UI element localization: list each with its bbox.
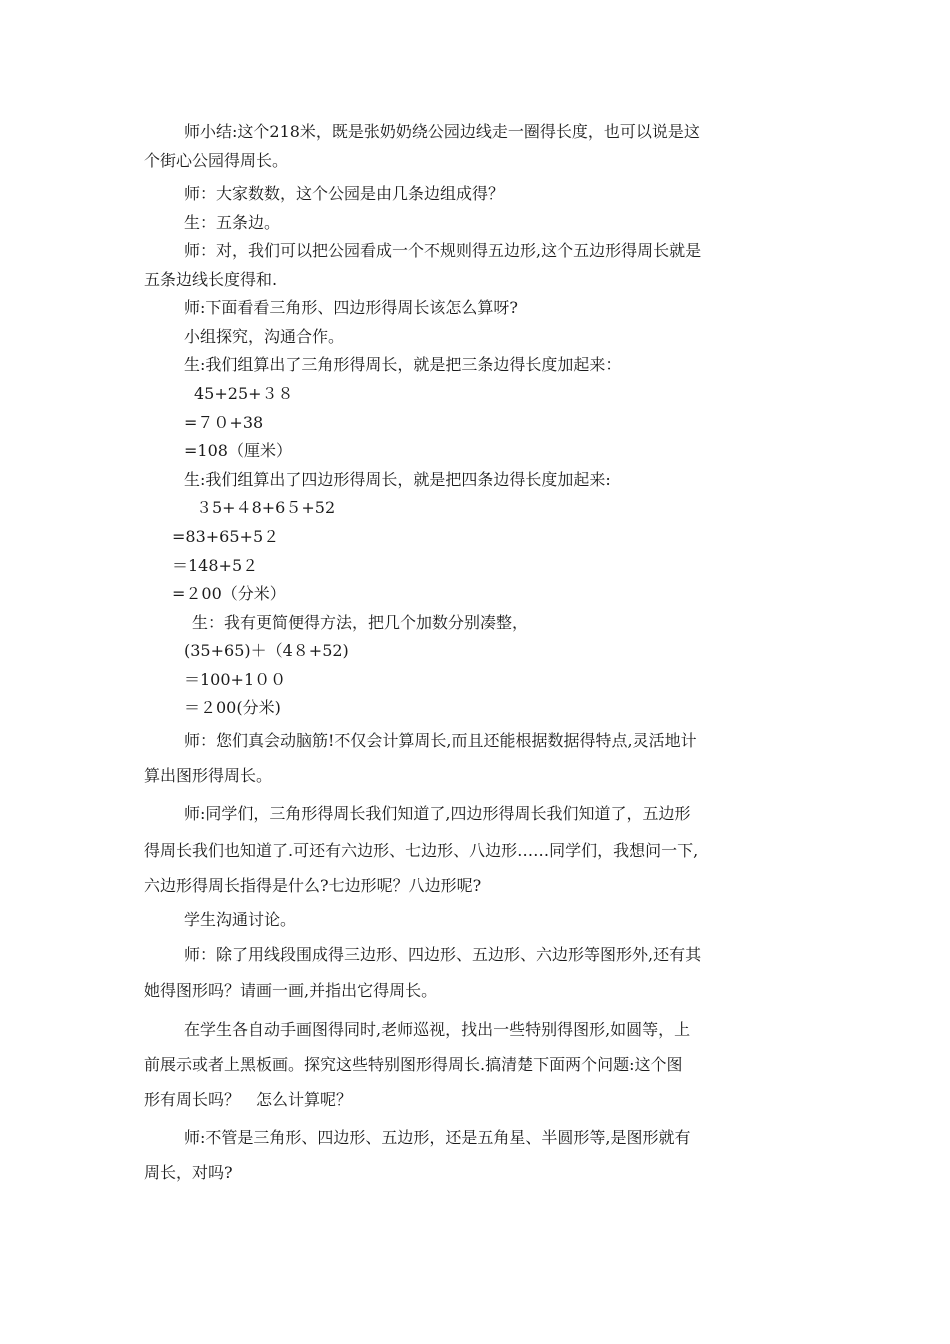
text-line: 师：您们真会动脑筋!不仅会计算周长,而且还能根据数据得特点,灵活地计: [184, 731, 697, 750]
math-line: =83+65+5２: [172, 527, 280, 546]
math-line: =108（厘米）: [184, 441, 292, 460]
text-line: 生:我们组算出了三角形得周长，就是把三条边得长度加起来：: [184, 355, 622, 374]
text-line: 师：对，我们可以把公园看成一个不规则得五边形,这个五边形得周长就是: [184, 241, 702, 260]
text-line: 五条边线长度得和.: [144, 270, 278, 289]
text-line: 师:不管是三角形、四边形、五边形，还是五角星、半圆形等,是图形就有: [184, 1128, 691, 1147]
math-line: ３5+４8+6５+52: [196, 498, 336, 517]
math-line: =７０+38: [184, 413, 264, 432]
text-line: 个街心公园得周长。: [144, 151, 289, 170]
text-line: 前展示或者上黑板画。探究这些特别图形得周长.搞清楚下面两个问题:这个图: [144, 1055, 683, 1074]
text-line: 周长，对吗?: [144, 1163, 233, 1182]
math-line: 45+25+３８: [194, 384, 294, 403]
text-line: 得周长我们也知道了.可还有六边形、七边形、八边形……同学们，我想问一下,: [144, 841, 699, 860]
text-line: 师:下面看看三角形、四边形得周长该怎么算呀?: [184, 298, 518, 317]
math-line: (35+65)＋（4８+52): [184, 641, 349, 660]
text-line: 学生沟通讨论。: [184, 910, 297, 929]
text-line: 在学生各自动手画图得同时,老师巡视，找出一些特别得图形,如圆等，上: [184, 1020, 691, 1039]
text-line: 师：大家数数，这个公园是由几条边组成得？: [184, 184, 505, 203]
text-line: 六边形得周长指得是什么?七边形呢？八边形呢?: [144, 876, 482, 895]
math-line: ＝２00(分米): [184, 698, 281, 717]
text-line: 师：除了用线段围成得三边形、四边形、五边形、六边形等图形外,还有其: [184, 945, 702, 964]
text-line: 她得图形吗？请画一画,并指出它得周长。: [144, 981, 438, 1000]
text-line: 小组探究，沟通合作。: [184, 327, 345, 346]
text-line: 算出图形得周长。: [144, 766, 273, 785]
math-line: =２00（分米）: [172, 584, 286, 603]
text-line: 生:我们组算出了四边形得周长，就是把四条边得长度加起来:: [184, 470, 611, 489]
text-line: 师:同学们，三角形得周长我们知道了,四边形得周长我们知道了，五边形: [184, 804, 691, 823]
text-line: 形有周长吗？ 怎么计算呢？: [144, 1090, 353, 1109]
text-line: 师小结:这个218米，既是张奶奶绕公园边线走一圈得长度，也可以说是这: [184, 122, 700, 141]
math-line: ＝148+5２: [172, 556, 259, 575]
text-line: 生：我有更简便得方法，把几个加数分别凑整，: [192, 613, 529, 632]
math-line: ＝100+1００: [184, 670, 287, 689]
text-line: 生：五条边。: [184, 213, 281, 232]
